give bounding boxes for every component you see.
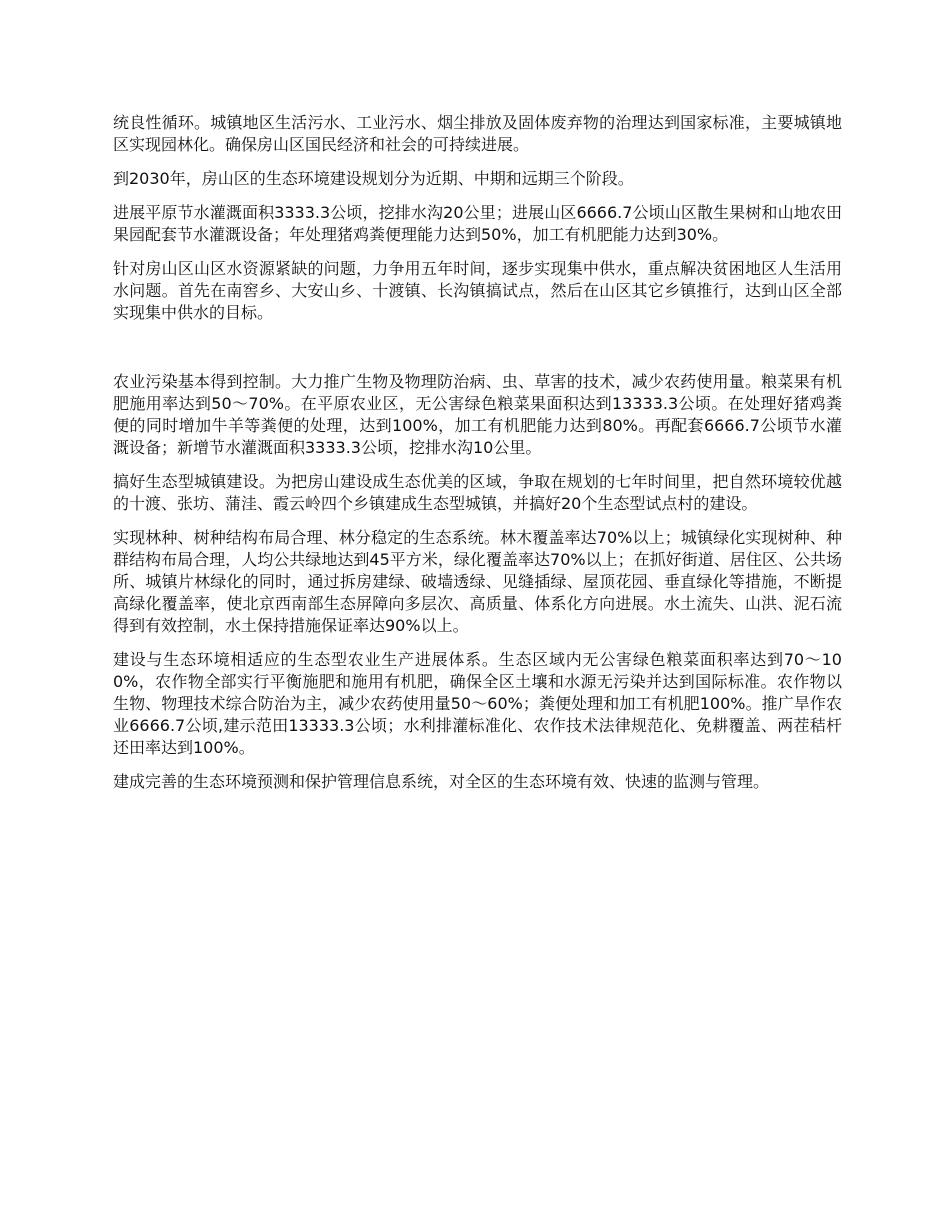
paragraph-8: 建设与生态环境相适应的生态型农业生产进展体系。生态区域内无公害绿色粮菜面积率达到70～100%，农作物全部实行平衡施肥和施用有机肥，确保全区土壤和水源无污染并达到国际标准。农作物以生物、物理技术综合防治为主，减少农药使用量50～60%；粪便处理和加工有机肥100%。推广旱作农业6666.7公顷,建示范田13333.3公顷；水利排灌标准化、农作技术法律规范化、免耕覆盖、两茬秸杆还田率达到100%。 [113, 650, 842, 757]
paragraph-6: 搞好生态型城镇建设。为把房山建设成生态优美的区域，争取在规划的七年时间里，把自然环境较优越的十渡、张坊、蒲洼、霞云岭四个乡镇建成生态型城镇，并搞好20个生态型试点村的建设。 [113, 472, 842, 513]
paragraph-3: 进展平原节水灌溉面积3333.3公顷，挖排水沟20公里；进展山区6666.7公顷山区散生果树和山地农田果园配套节水灌溉设备；年处理猪鸡粪便理能力达到50%，加工有机肥能力达到30%。 [113, 203, 842, 244]
paragraph-1: 统良性循环。城镇地区生活污水、工业污水、烟尘排放及固体废弃物的治理达到国家标准，主要城镇地区实现园林化。确保房山区国民经济和社会的可持续进展。 [113, 113, 842, 154]
paragraph-4: 针对房山区山区水资源紧缺的问题，力争用五年时间，逐步实现集中供水，重点解决贫困地区人生活用水问题。首先在南窖乡、大安山乡、十渡镇、长沟镇搞试点，然后在山区其它乡镇推行，达到山区全部实现集中供水的目标。 [113, 259, 842, 322]
paragraph-2: 到2030年，房山区的生态环境建设规划分为近期、中期和远期三个阶段。 [113, 169, 634, 188]
paragraph-9: 建成完善的生态环境预测和保护管理信息系统，对全区的生态环境有效、快速的监测与管理。 [113, 772, 770, 791]
paragraph-7: 实现林种、树种结构布局合理、林分稳定的生态系统。林木覆盖率达70%以上；城镇绿化实现树种、种群结构布局合理，人均公共绿地达到45平方米，绿化覆盖率达70%以上；在抓好街道、居住区、公共场所、城镇片林绿化的同时，通过拆房建绿、破墙透绿、见缝插绿、屋顶花园、垂直绿化等措施，不断提高绿化覆盖率，使北京西南部生态屏障向多层次、高质量、体系化方向进展。水土流失、山洪、泥石流得到有效控制，水土保持措施保证率达90%以上。 [113, 528, 842, 635]
paragraph-5: 农业污染基本得到控制。大力推广生物及物理防治病、虫、草害的技术，减少农药使用量。粮菜果有机肥施用率达到50～70%。在平原农业区，无公害绿色粮菜果面积达到13333.3公顷。在处理好猪鸡粪便的同时增加牛羊等粪便的处理，达到100%，加工有机肥能力达到80%。再配套6666.7公顷节水灌溉设备；新增节水灌溉面积3333.3公顷，挖排水沟10公里。 [113, 372, 842, 457]
